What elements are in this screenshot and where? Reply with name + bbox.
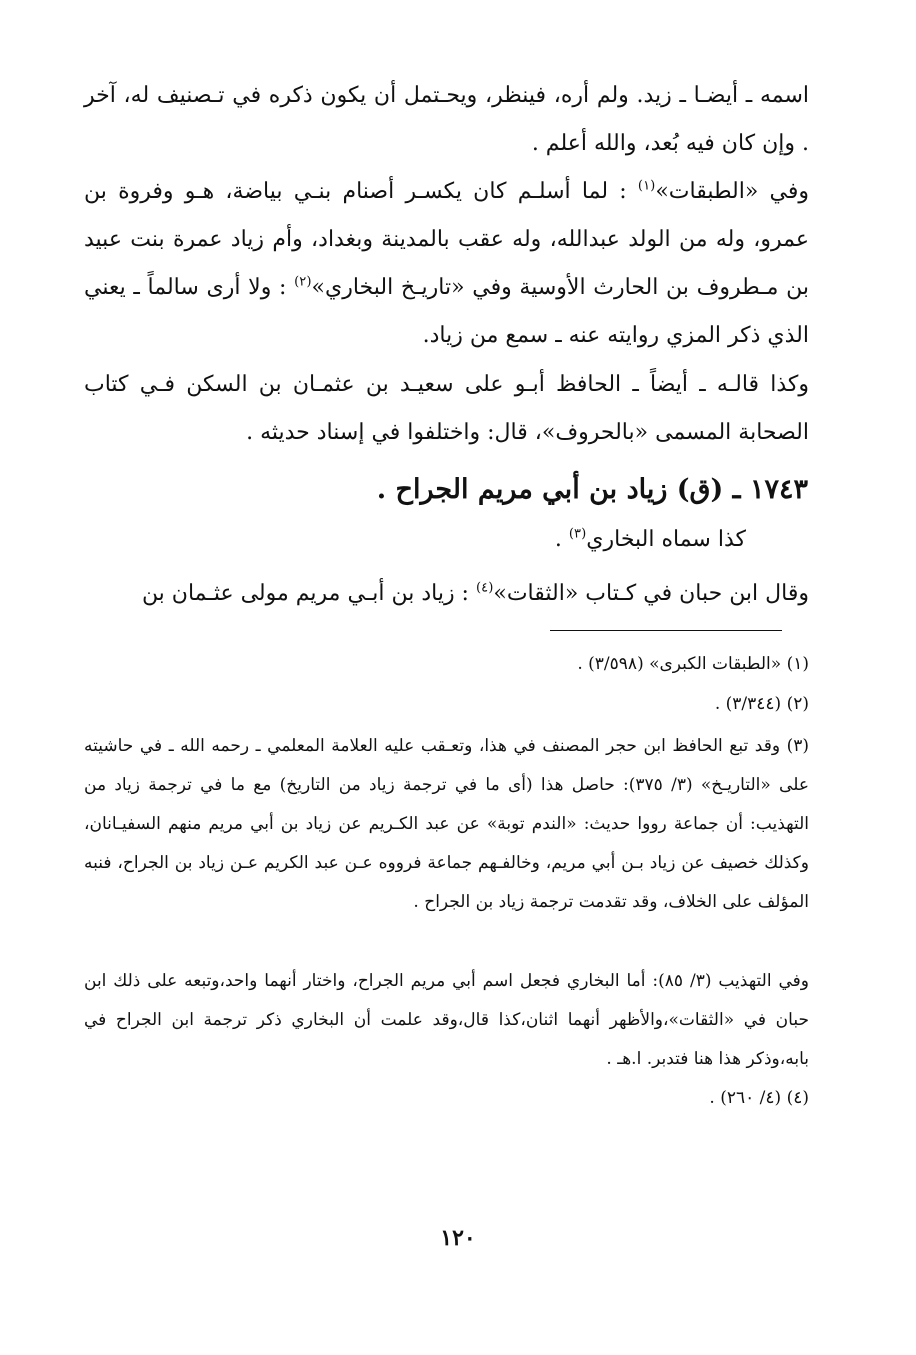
footnote-ref: (٣) [568, 526, 587, 542]
paragraph-text: : ولا أرى سالماً ـ يعني الذي ذكر المزي روايته عنه ـ سمع من زياد. [84, 275, 809, 348]
entry-text: : زياد بن أبـي مريم مولى عثـمان بن [141, 581, 476, 606]
paragraph-text: : لما أسلـم كان يكسـر أصنام بنـي بياضة، هـو وفروة بن عمرو، وله من الولد عبدالله، وله عقب بالمدينة وبغداد، وأم زياد عمرة بنت عبيد بن مـطروف بن الحارث الأوسية وفي «تاريـخ البخاري» [84, 179, 809, 300]
footnote-3: (٣) وقد تبع الحافظ ابن حجر المصنف في هذا، وتعـقب عليه العلامة المعلمي ـ رحمه الله ـ في حاشيته على «التاريـخ» (٣/ ٣٧٥): حاصل هذا (أى ما في ترجمة زياد من التاريخ) مع ما في ترجمة زياد من التهذيب: أن جماعة رووا حديث: «الندم توبة» عن عبد الكـريم عن زياد بن أبي مريم منهم السفيـانان، وكذلك خصيف عن زياد بـن أبي مريم، وخالفـهم جماعة فرووه عـن عبد الكريم عـن زياد بن الجراح، فنبه المؤلف على الخلاف، وقد تقدمت ترجمة زياد بن الجراح . [84, 736, 809, 912]
footnote-ref: (١) [637, 178, 656, 194]
paragraph-tabaqat [84, 168, 809, 360]
entry-text: وقال ابن حبان في كـتاب «الثقات» [493, 581, 809, 606]
footnote-3-continued: وفي التهذيب (٣/ ٨٥): أما البخاري فجعل اسم أبي مريم الجراح، واختار أنهما واحد،وتبعه على ذلك ابن حبان في «الثقات»،والأظهر أنهما اثنان،كذا قال،وقد علمت أن البخاري ذكر ترجمة ابن الجراح في بابه،وذكر هذا هنا فتدبر. ا.هـ . [84, 971, 809, 1069]
entry-line [555, 516, 746, 564]
paragraph-ibn-sakan: وكذا قالـه ـ أيضاً ـ الحافظ أبـو على سعيـد بن عثمـان بن السكن فـي كتاب الصحابة المسمى «بالحروف»، قال: واختلفوا في إسناد حديثه . [84, 372, 809, 445]
entry-heading: ١٧٤٣ ـ (ق) زياد بن أبي مريم الجراح . [376, 474, 808, 505]
entry-line [84, 570, 809, 618]
entry-text: . [554, 527, 569, 552]
paragraph-name-note: اسمه ـ أيضـا ـ زيد. ولم أره، فينظر، ويحـتمل أن يكون ذكره في تـصنيف له، آخر . وإن كان فيه بُعد، والله أعلم . [84, 83, 809, 156]
footnote-4: (٤) (٤/ ٢٦٠) . [709, 1088, 809, 1108]
footnote-1: (١) «الطبقات الكبرى» (٣/٥٩٨) . [577, 654, 809, 674]
footnote-ref: (٤) [475, 580, 494, 596]
entry-text: كذا سماه البخاري [586, 527, 746, 552]
page-number: ١٢٠ [440, 1225, 476, 1251]
footnote-separator [550, 630, 782, 631]
footnote-ref: (٢) [294, 274, 312, 290]
paragraph-text: وفي «الطبقات» [655, 179, 810, 204]
footnote-2: (٢) (٣/٣٤٤) . [714, 694, 809, 714]
